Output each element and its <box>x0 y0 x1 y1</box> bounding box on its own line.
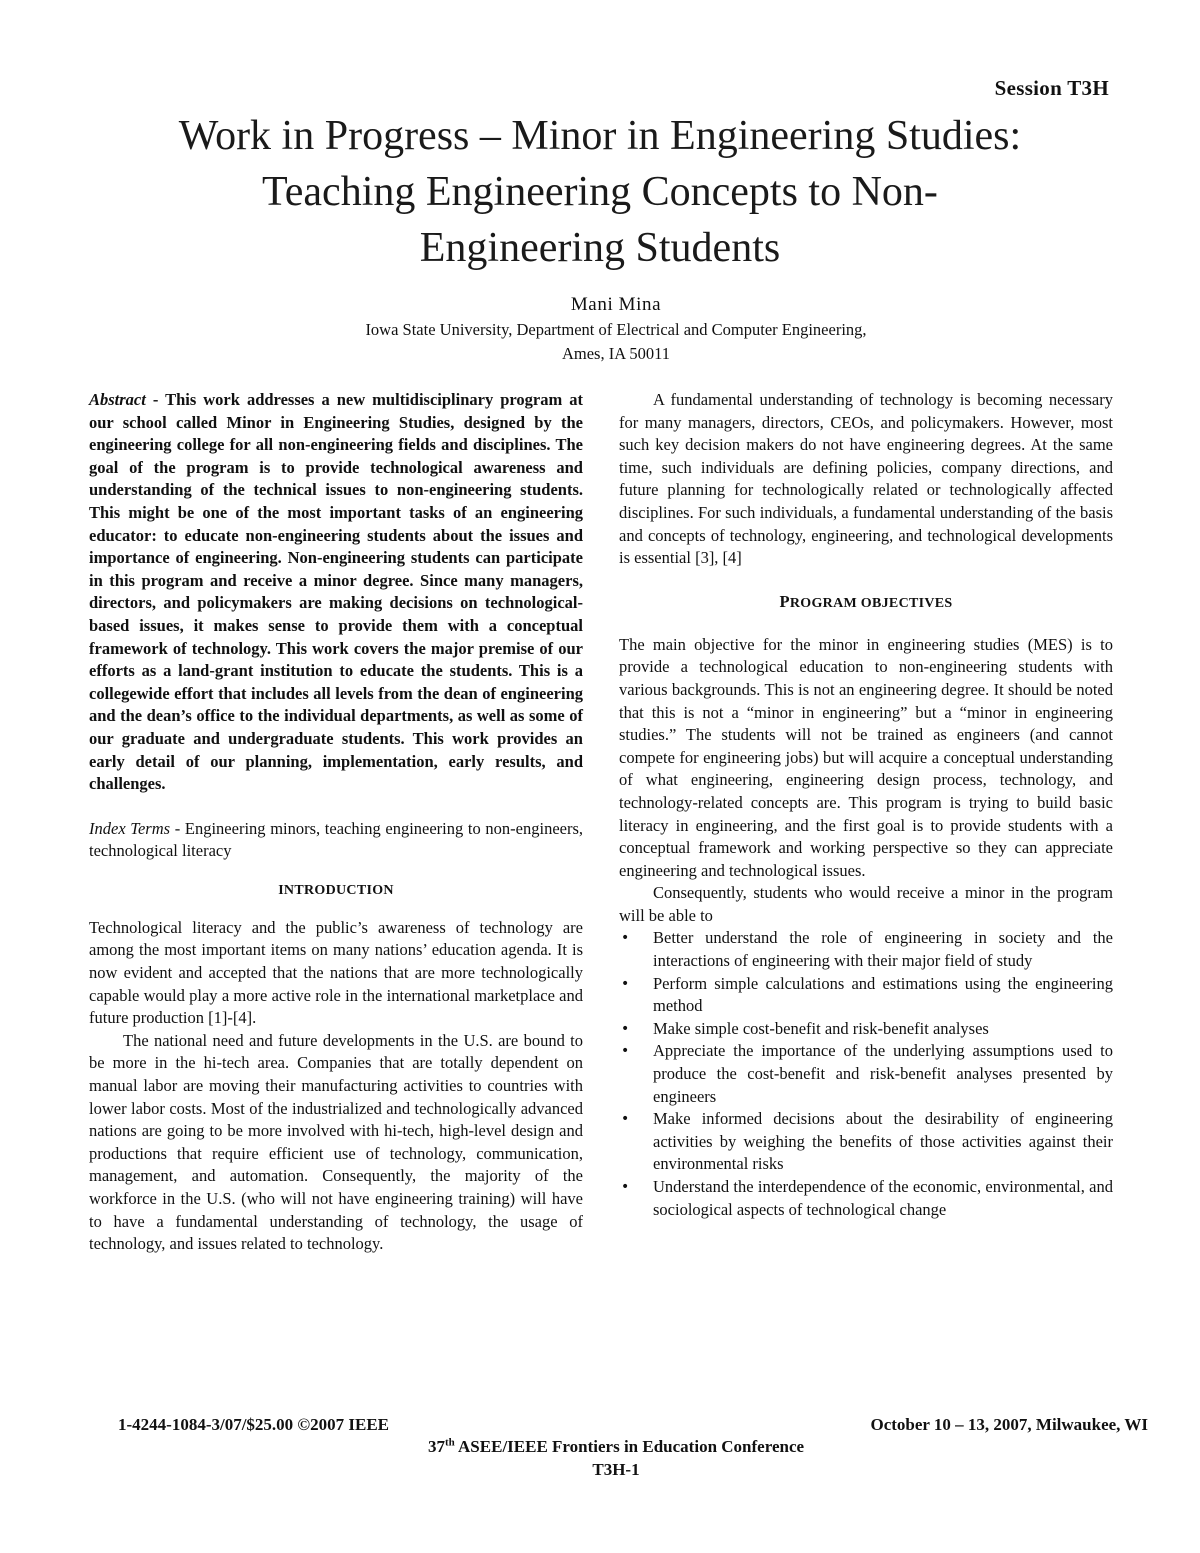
index-terms <box>89 818 583 863</box>
list-item <box>619 1108 1113 1176</box>
abstract-label: Abstract <box>89 390 146 409</box>
conference-number-suffix: th <box>444 1436 455 1449</box>
bullet-icon: • <box>621 930 630 947</box>
footer-conference <box>0 1436 1200 1458</box>
bullet-icon: • <box>621 1020 630 1037</box>
introduction-paragraph-1: Technological literacy and the public’s awareness of technology are among the most important items on many nations’ education agenda. It is now evident and accepted that the nations that are more technologically capable would play a more active role in the international marketplace and future production [1]-[4]. <box>89 917 583 1028</box>
title-line-3: Engineering Students <box>419 225 781 271</box>
objectives-paragraph-2: Consequently, students who would receive a minor in the program will be able to <box>619 883 1113 925</box>
abstract-text: - This work addresses a new multidisciplinary program at our school called Minor in Engineering Studies, designed by the engineering college for all non-engineering fields and disciplines. The goal of the program is to provide technological awareness and understanding of the technical issues to non-engineering students. This might be one of the most important tasks of an engineering educator: to educate non-engineering students about the issues and importance of engineering. Non-engineering students can participate in this program and receive a minor degree. Since many managers, directors, and policymakers are making decisions on technological-based issues, it makes sense to provide them with a conceptual framework of technology. This work covers the major premise of our efforts as a land-grant institution to educate the students. This is a collegewide effort that includes all levels from the dean of engineering and the dean’s office to the individual departments, as well as some of our graduate and undergraduate students. This work provides an early detail of our planning, implementation, early results, and challenges. <box>89 390 583 794</box>
paper-title <box>60 108 1140 276</box>
bullet-icon: • <box>621 975 630 992</box>
list-item-text: Understand the interdependence of the economic, environmental, and sociological aspects of technological change <box>653 1177 1113 1219</box>
objectives-bullet-list <box>619 927 1113 1221</box>
introduction-paragraph-3: A fundamental understanding of technology is becoming necessary for many managers, directors, CEOs, and policymakers. However, most such key decision makers do not have engineering degrees. At the same time, such individuals are defining policies, company directions, and future planning for technologically related or technologically affected disciplines. For such individuals, a fundamental understanding of the basis and concepts of technology, engineering, and technological developments is essential [3], [4] <box>619 390 1113 568</box>
conference-number: 37 <box>427 1437 445 1456</box>
author-affiliation: Iowa State University, Department of Electrical and Computer Engineering, <box>365 320 867 339</box>
introduction-heading: INTRODUCTION <box>278 882 394 898</box>
title-line-2: Teaching Engineering Concepts to Non- <box>262 169 938 215</box>
list-item-text: Perform simple calculations and estimations using the engineering method <box>653 973 1113 1016</box>
footer-date-location: October 10 – 13, 2007, Milwaukee, WI <box>870 1415 1148 1434</box>
footer-copyright: 1-4244-1084-3/07/$25.00 ©2007 IEEE <box>118 1415 390 1434</box>
page-number: T3H-1 <box>592 1460 640 1479</box>
title-line-1: Work in Progress – Minor in Engineering Studies: <box>178 113 1022 159</box>
right-column <box>619 389 1113 1221</box>
index-terms-text: - Engineering minors, teaching engineering to non-engineers, technological literacy <box>89 818 584 861</box>
program-objectives-heading-rest: ROGRAM OBJECTIVES <box>789 595 953 611</box>
author-name: Mani Mina <box>570 294 662 315</box>
list-item <box>619 927 1113 972</box>
left-column <box>89 389 583 1256</box>
list-item-text: Better understand the role of engineering in society and the interactions of engineering with their major field of study <box>653 928 1113 971</box>
list-item <box>619 1176 1113 1221</box>
program-objectives-heading <box>619 592 1113 614</box>
introduction-paragraph-2: The national need and future developments in the U.S. are bound to be more in the hi-tech area. Companies that are totally dependent on manual labor are moving their manufacturing activities to countries with lower labor costs. Most of the industrialized and technologically advanced nations are going to be more involved with hi-tech, high-level design and productions that require efficient use of technology, communication, management, and automation. Consequently, the majority of the workforce in the U.S. (who will not have engineering training) will have to have a fundamental understanding of technology, the usage of technology, and issues related to technology. <box>89 1030 583 1254</box>
list-item-text: Make simple cost-benefit and risk-benefit analyses <box>653 1018 989 1038</box>
conference-name: ASEE/IEEE Frontiers in Education Conference <box>454 1437 805 1456</box>
objectives-paragraph-1: The main objective for the minor in engineering studies (MES) is to provide a technological education to non-engineering students with various backgrounds. This is not an engineering degree. It should be noted that this is not a “minor in engineering” but a “minor in engineering studies.” The students will not be trained as engineers (and cannot compete for engineering jobs) but will acquire a conceptual understanding of what engineering, engineering design process, technology, and technology-related concepts are. This program is trying to build basic literacy in engineering, and the first goal is to provide students with a conceptual framework and working perspective so they can appreciate engineering and technological issues. <box>619 634 1113 880</box>
author-location: Ames, IA 50011 <box>561 344 670 363</box>
abstract <box>89 389 583 796</box>
index-terms-label: Index Terms <box>89 818 171 838</box>
list-item <box>619 1040 1113 1108</box>
bullet-icon: • <box>621 1111 630 1128</box>
list-item-text: Make informed decisions about the desirability of engineering activities by weighing the benefits of those activities against their environmental risks <box>653 1109 1113 1174</box>
session-label: Session T3H <box>994 76 1109 100</box>
list-item <box>619 1018 1113 1041</box>
list-item <box>619 973 1113 1018</box>
list-item-text: Appreciate the importance of the underlying assumptions used to produce the cost-benefit and risk-benefit analyses presented by engineers <box>653 1041 1113 1106</box>
bullet-icon: • <box>621 1043 630 1060</box>
bullet-icon: • <box>621 1179 630 1195</box>
program-objectives-heading-initial: P <box>779 591 790 611</box>
